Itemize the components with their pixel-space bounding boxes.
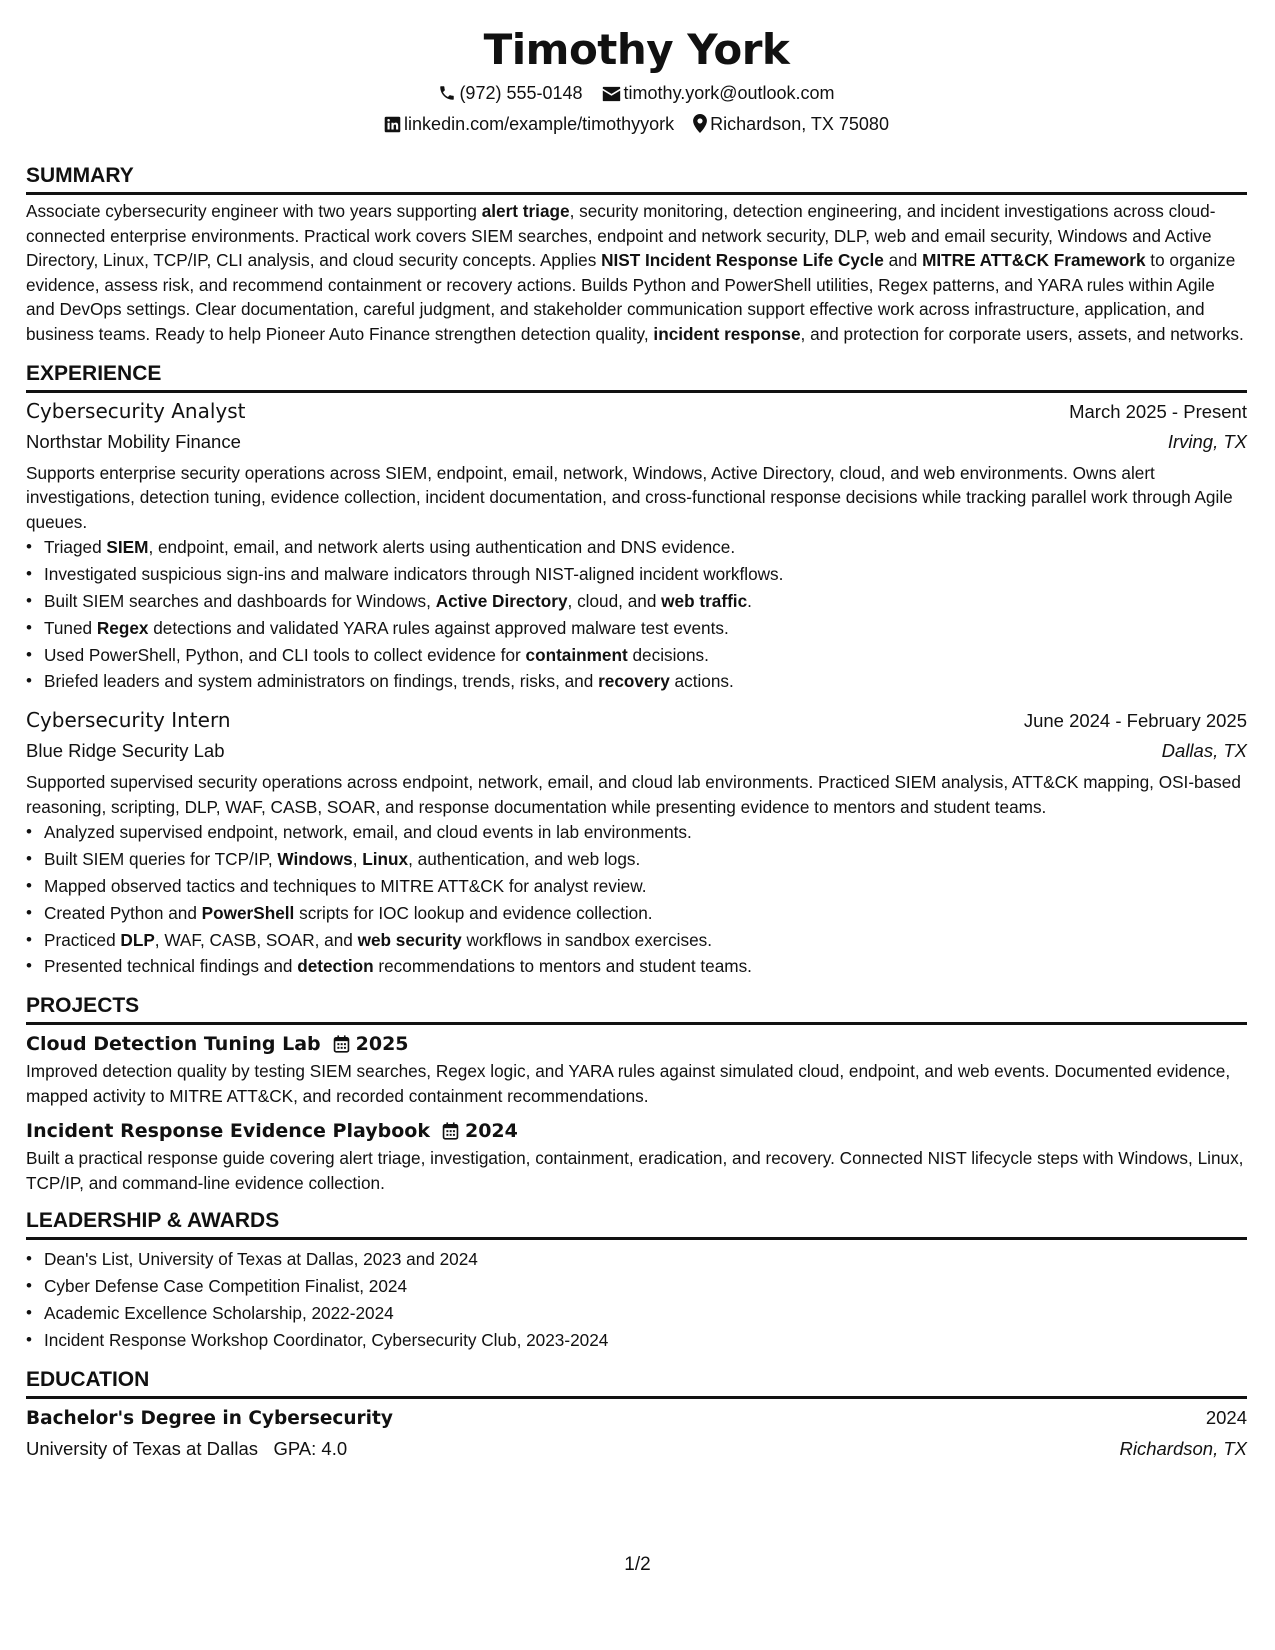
text-run: Created Python and [44, 902, 202, 923]
project-description: Built a practical response guide covering alert triage, investigation, containment, eradication, and recovery. Connected NIST lifecycle steps with Windows, Linux, TCP/IP, and command-line evidence collection. [26, 1148, 1244, 1193]
linkedin-icon [384, 116, 401, 133]
bullet-item [44, 642, 1247, 669]
text-run: Associate cybersecurity engineer with two years supporting [26, 201, 482, 221]
text-run: , authentication, and web logs. [408, 849, 641, 870]
bold-keyword: detection [297, 956, 374, 977]
section-title-education: EDUCATION [26, 1366, 1247, 1399]
award-item: • Dean's List, University of Texas at Dallas, 2023 and 2024 [44, 1246, 1247, 1273]
job-company: Northstar Mobility Finance [26, 430, 241, 452]
summary-text [26, 199, 1247, 347]
bullet-item [44, 927, 1247, 954]
phone-text: (972) 555-0148 [459, 83, 583, 103]
award-item: • Incident Response Workshop Coordinator, Cybersecurity Club, 2023-2024 [44, 1327, 1247, 1354]
page-number: 1/2 [624, 1554, 651, 1575]
job-header [26, 705, 1247, 736]
bold-keyword: Linux [362, 849, 409, 870]
job-bullets [26, 819, 1247, 980]
candidate-name: Timothy York [483, 25, 790, 74]
bold-keyword: web traffic [661, 590, 748, 611]
education-year: 2024 [1205, 1406, 1247, 1428]
job-description: Supports enterprise security operations across SIEM, endpoint, email, network, Windows, Active Directory, cloud, and web environments. Owns alert investigations, detection tuning, evidence collection, incident documentation, and cross-functional response decisions while tracking parallel work through Agile queues. [26, 462, 1233, 532]
text-run: , cloud, and [567, 590, 662, 611]
bold-keyword: web security [357, 929, 462, 950]
contact-email[interactable] [602, 78, 835, 109]
education-school-line [26, 1434, 347, 1464]
bold-keyword: alert triage [481, 201, 570, 221]
text-run: , [352, 849, 363, 870]
calendar-icon [442, 1122, 459, 1140]
project-year: 2025 [355, 1033, 409, 1056]
experience-section [26, 360, 1247, 981]
calendar-icon [333, 1035, 350, 1053]
bold-keyword: containment [525, 644, 628, 665]
award-item: • Cyber Defense Case Competition Finalist, 2024 [44, 1273, 1247, 1300]
email-icon [602, 86, 621, 102]
job-date: March 2025 - Present [1069, 400, 1247, 422]
education-section [26, 1366, 1247, 1464]
education-subheader [26, 1434, 1247, 1464]
text-run: , and protection for corporate users, assets, and networks. [800, 323, 1244, 344]
bullet-item [44, 873, 1247, 900]
text-run: decisions. [627, 644, 709, 665]
contact-linkedin[interactable] [384, 109, 674, 140]
bullet-item [44, 615, 1247, 642]
text-run: Practiced [44, 929, 121, 950]
project-year: 2024 [464, 1120, 518, 1143]
bullet-item [44, 668, 1247, 695]
job-date: June 2024 - February 2025 [1023, 710, 1247, 732]
bullet-item [44, 953, 1247, 980]
text-run: scripts for IOC lookup and evidence collection. [294, 902, 653, 923]
email-text[interactable]: timothy.york@outlook.com [623, 83, 835, 103]
text-run: Built SIEM queries for TCP/IP, [44, 849, 278, 870]
bold-keyword: incident response [653, 323, 801, 344]
resume-header [26, 22, 1247, 140]
bullet-item [44, 588, 1247, 615]
bold-keyword: NIST Incident Response Life Cycle [601, 250, 884, 271]
job-entry [26, 396, 1247, 696]
project-description: Improved detection quality by testing SIEM searches, Regex logic, and YARA rules against simulated cloud, endpoint, and web events. Documented evidence, mapped activity to MITRE ATT&CK, and recorded containment recommendations. [26, 1061, 1231, 1106]
text-run: Tuned [44, 617, 97, 638]
project-entry [26, 1029, 1247, 1108]
job-title: Cybersecurity Analyst [26, 398, 246, 423]
project-name: Incident Response Evidence Playbook [26, 1120, 430, 1143]
text-run: to organize evidence, assess risk, and recommend containment or recovery actions. Builds Python and PowerShell utilities, Regex patterns, and YARA rules within Agile and DevOps settings. Clear documentation, careful judgment, and stakeholder communication support effective work across infrastructure, application, and business teams. Ready to help Pioneer Auto Finance strengthen detection quality, [26, 250, 1236, 344]
section-title-awards: LEADERSHIP & AWARDS [26, 1207, 1247, 1240]
text-run: workflows in sandbox exercises. [461, 929, 713, 950]
text-run: and [883, 250, 923, 271]
project-header [26, 1116, 1247, 1146]
job-header [26, 396, 1247, 427]
projects-section [26, 992, 1247, 1195]
bullet-item [44, 534, 1247, 561]
text-run: Used PowerShell, Python, and CLI tools to collect evidence for [44, 644, 526, 665]
section-title-projects: PROJECTS [26, 992, 1247, 1025]
text-run: Mapped observed tactics and techniques to MITRE ATT&CK for analyst review. [44, 875, 647, 896]
text-run: Built SIEM searches and dashboards for Windows, [44, 590, 436, 611]
job-subheader [26, 427, 1247, 457]
text-run: , endpoint, email, and network alerts using authentication and DNS evidence. [148, 537, 736, 558]
bold-keyword: DLP [120, 929, 155, 950]
section-title-summary: SUMMARY [26, 162, 1247, 195]
bullet-item [44, 819, 1247, 846]
job-bullets [26, 534, 1247, 695]
section-title-experience: EXPERIENCE [26, 360, 1247, 393]
text-run: detections and validated YARA rules against approved malware test events. [148, 617, 729, 638]
education-gpa: GPA: 4.0 [273, 1437, 348, 1459]
text-run: . [747, 590, 752, 611]
bold-keyword: SIEM [106, 537, 149, 558]
education-degree: Bachelor's Degree in Cybersecurity [26, 1407, 393, 1429]
text-run: Presented technical findings and [44, 956, 298, 977]
contact-phone [438, 78, 582, 109]
job-company: Blue Ridge Security Lab [26, 740, 225, 762]
bold-keyword: PowerShell [201, 902, 295, 923]
bullet-item [44, 900, 1247, 927]
awards-section [26, 1207, 1247, 1353]
job-entry [26, 705, 1247, 980]
contact-location [693, 109, 889, 140]
contact-row-2 [26, 109, 1247, 140]
contact-row-1 [26, 78, 1247, 109]
location-pin-icon [693, 114, 707, 133]
project-entry [26, 1116, 1247, 1195]
linkedin-text[interactable]: linkedin.com/example/timothyyork [404, 114, 675, 134]
education-header [26, 1403, 1247, 1434]
text-run: , WAF, CASB, SOAR, and [154, 929, 358, 950]
bold-keyword: recovery [598, 671, 670, 692]
education-location: Richardson, TX [1119, 1437, 1247, 1459]
project-name: Cloud Detection Tuning Lab [26, 1033, 321, 1056]
job-location: Dallas, TX [1161, 740, 1247, 762]
job-subheader [26, 736, 1247, 766]
text-run: Investigated suspicious sign-ins and malware indicators through NIST-aligned incident workflows. [44, 564, 784, 585]
bold-keyword: Regex [96, 617, 149, 638]
bold-keyword: MITRE ATT&CK Framework [922, 250, 1146, 271]
summary-section [26, 162, 1247, 347]
bullet-item [44, 561, 1247, 588]
bold-keyword: Active Directory [435, 590, 568, 611]
location-text: Richardson, TX 75080 [710, 114, 889, 134]
text-run: Triaged [44, 537, 107, 558]
text-run: Briefed leaders and system administrators on findings, trends, risks, and [44, 671, 599, 692]
text-run: , security monitoring, detection engineering, and incident investigations across cloud-connected enterprise environments. Practical work covers SIEM searches, endpoint and network security, DLP, web and email security, Windows and Active Directory, Linux, TCP/IP, CLI analysis, and cloud security concepts. Applies [26, 201, 1216, 271]
job-title: Cybersecurity Intern [26, 708, 231, 733]
text-run: Analyzed supervised endpoint, network, email, and cloud events in lab environments. [44, 822, 692, 843]
job-description: Supported supervised security operations across endpoint, network, email, and cloud lab environments. Practiced SIEM analysis, ATT&CK mapping, OSI-based reasoning, scripting, DLP, WAF, CASB, SOAR, and response documentation while presenting evidence to mentors and student teams. [26, 772, 1241, 817]
text-run: actions. [669, 671, 734, 692]
award-item: • Academic Excellence Scholarship, 2022-2024 [44, 1300, 1247, 1327]
awards-list [26, 1246, 1247, 1353]
bullet-item [44, 846, 1247, 873]
phone-icon [438, 84, 456, 102]
bold-keyword: Windows [277, 849, 353, 870]
project-header [26, 1029, 1247, 1059]
text-run: recommendations to mentors and student teams. [373, 956, 752, 977]
education-school: University of Texas at Dallas [26, 1437, 259, 1459]
job-location: Irving, TX [1167, 430, 1247, 452]
